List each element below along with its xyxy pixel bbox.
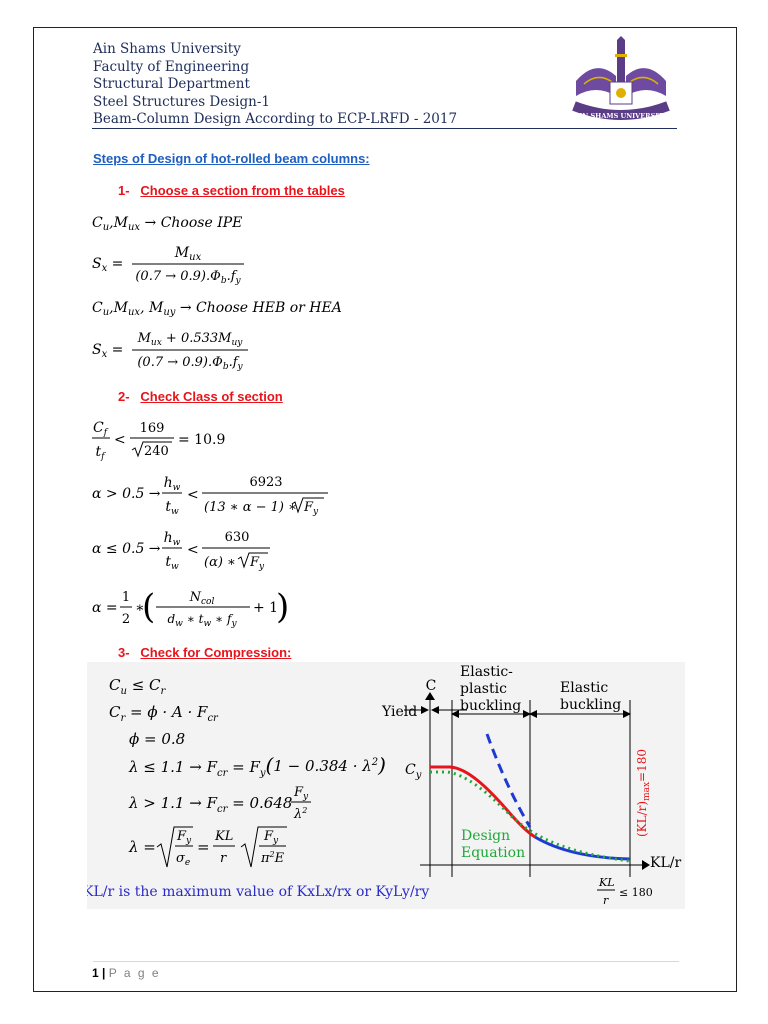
svg-text:Cf: $C_f$ bbox=[92, 420, 108, 438]
main-heading: Steps of Design of hot-rolled beam columns: bbox=[93, 151, 370, 166]
svg-text:hw: $h_w$ bbox=[163, 475, 181, 493]
equation-alpha-definition bbox=[92, 582, 292, 634]
header-department: Structural Department bbox=[93, 76, 250, 92]
label-design-equation: Design Equation bbox=[461, 828, 526, 861]
svg-text:<: < bbox=[187, 487, 199, 503]
svg-text:Cu,Mux, Muy → Choose HEB or HE: $C_u,M_{ux}$, $M_{uy}$ → Choose HEB or HEA bbox=[92, 300, 342, 318]
svg-text:r: r bbox=[220, 851, 227, 866]
svg-text:<: < bbox=[114, 432, 126, 448]
label-klr-max: $(KL/r)_{max}=180$ bbox=[635, 748, 652, 837]
svg-text:Mux: $M_{ux}$ bbox=[174, 245, 202, 263]
svg-text:Fy: $F_y$ bbox=[264, 829, 279, 846]
svg-text:tw: $t_w$ bbox=[165, 499, 179, 517]
svg-text:Cu,Mux → Choose IPE: $C_u,M_{ux}$ → Choose IPE bbox=[92, 215, 243, 233]
step-2-title: Check Class of section bbox=[140, 389, 283, 404]
svg-text:Ncol: $N_{col}$ bbox=[189, 590, 215, 607]
svg-text:C: C bbox=[425, 678, 437, 694]
logo-caption: AIN SHAMS UNIVERSITY bbox=[574, 112, 668, 120]
svg-text:(13 ∗ α − 1) ∗: (13 ∗ α − 1) ∗ bbox=[204, 500, 297, 515]
equation-choose-ipe bbox=[92, 210, 352, 234]
svg-text:(: ( bbox=[142, 587, 156, 627]
svg-text:Fy: $F_y$ bbox=[294, 785, 309, 802]
figure-footnote: KL/r is the maximum value of KxLx/rx or KyLy/ry bbox=[87, 884, 430, 900]
design-curve-red bbox=[430, 767, 535, 837]
svg-text:Cy: $C_y$ bbox=[405, 762, 422, 781]
svg-text:π2E: $\pi^2E$ bbox=[261, 850, 285, 866]
label-elastic: Elastic buckling bbox=[560, 680, 622, 713]
design-curve-blue bbox=[535, 837, 630, 859]
svg-text:Sx =: $S_x$ = bbox=[92, 256, 124, 274]
footer-separator: | bbox=[102, 966, 106, 980]
svg-text:169: 169 bbox=[139, 421, 165, 436]
step-1-title: Choose a section from the tables bbox=[140, 183, 345, 198]
svg-text:hw: $h_w$ bbox=[163, 530, 181, 548]
compression-figure bbox=[87, 662, 685, 909]
svg-text:α > 0.5 →: α > 0.5 → bbox=[92, 486, 161, 502]
klr-limit: ≤ 180 bbox=[619, 886, 653, 899]
step-3-title: Check for Compression: bbox=[140, 645, 292, 660]
svg-text:λ ≤ 1.1 → Fcr = Fy(1 − 0.384 ·: $\lambda \le 1.1 \to F_{cr} = F_y(1 - 0.384 \cdot \lambda^2)$ bbox=[129, 753, 386, 779]
step-2-number: 2- bbox=[118, 389, 130, 404]
page-number: 1 bbox=[92, 966, 99, 980]
svg-text:tf: $t_f$ bbox=[95, 444, 105, 462]
compression-equations bbox=[109, 676, 386, 868]
svg-text:∗: ∗ bbox=[135, 600, 145, 616]
university-logo bbox=[566, 36, 676, 128]
svg-text:240: 240 bbox=[144, 444, 169, 459]
svg-text:=: = bbox=[197, 838, 210, 856]
header-topic: Beam-Column Design According to ECP-LRFD - 2017 bbox=[93, 111, 458, 127]
equation-flange-ratio bbox=[92, 414, 292, 464]
svg-text:Fy: $F_y$ bbox=[177, 829, 192, 846]
step-2-heading bbox=[118, 389, 283, 404]
step-1-number: 1- bbox=[118, 183, 130, 198]
svg-text:ϕ = 0.8: ϕ = 0.8 bbox=[129, 730, 186, 748]
svg-text:): ) bbox=[276, 587, 290, 627]
step-3-heading bbox=[118, 645, 291, 660]
svg-text:tw: $t_w$ bbox=[165, 554, 179, 572]
step-1-heading bbox=[118, 183, 345, 198]
svg-text:r: r bbox=[603, 894, 609, 907]
svg-text:Cu ≤ Cr: $C_u \le C_r$ bbox=[109, 676, 166, 697]
svg-text:Fy: $F_y$ bbox=[250, 555, 265, 572]
footer-rule bbox=[93, 961, 679, 962]
step-3-number: 3- bbox=[118, 645, 130, 660]
label-elastic-plastic: Elastic-plastic buckling bbox=[460, 664, 522, 714]
svg-text:KL: KL bbox=[215, 829, 234, 844]
svg-text:Fy: $F_y$ bbox=[304, 500, 319, 517]
svg-text:= 10.9: = 10.9 bbox=[178, 432, 226, 448]
svg-text:λ2: $\lambda^2$ bbox=[294, 806, 308, 822]
header-course: Steel Structures Design-1 bbox=[93, 93, 270, 110]
equation-web-alpha-le bbox=[92, 525, 312, 575]
svg-text:λ =: λ = bbox=[129, 838, 156, 856]
svg-text:(α) ∗: (α) ∗ bbox=[204, 555, 236, 570]
buckling-chart bbox=[381, 664, 681, 877]
svg-text:(0.7 → 0.9).Φb.fy: $(0.7 \to 0.9).\Phi_b.f_y$ bbox=[135, 269, 241, 286]
svg-text:Sx =: $S_x$ = bbox=[92, 342, 124, 360]
svg-text:<: < bbox=[187, 542, 199, 558]
svg-text:Mux + 0.533Muy: $M_{ux} + 0.533M_{uy}$ bbox=[137, 331, 243, 348]
svg-text:Cr = ϕ · A · Fcr: $C_r = \phi \cdot A \cdot F_{cr}$ bbox=[109, 703, 218, 724]
equation-sx-uniaxial bbox=[92, 240, 292, 286]
document-header bbox=[93, 41, 457, 129]
svg-text:KL: KL bbox=[599, 876, 615, 889]
equation-sx-biaxial bbox=[92, 324, 312, 372]
label-x-axis: KL/r bbox=[650, 855, 682, 871]
equation-choose-heb bbox=[92, 295, 392, 319]
svg-text:α =: α = bbox=[92, 600, 118, 616]
svg-text:+ 1: + 1 bbox=[253, 600, 279, 616]
page-label: P a g e bbox=[108, 966, 161, 980]
svg-text:1: 1 bbox=[121, 590, 131, 605]
label-yield: Yield bbox=[382, 704, 418, 720]
svg-text:6923: 6923 bbox=[249, 475, 283, 490]
header-faculty: Faculty of Engineering bbox=[93, 58, 250, 75]
svg-text:dw ∗ tw ∗ fy: $d_w$ ∗ $t_w$ ∗ $f_y$ bbox=[167, 612, 237, 629]
svg-text:λ > 1.1 → Fcr = 0.648: $\lambda > 1.1 \to F_{cr} = 0.648$ bbox=[129, 794, 293, 815]
svg-text:630: 630 bbox=[224, 530, 250, 545]
page-footer bbox=[92, 966, 161, 980]
svg-text:2: 2 bbox=[121, 612, 131, 627]
svg-text:α ≤ 0.5 →: α ≤ 0.5 → bbox=[92, 541, 161, 557]
equation-web-alpha-gt bbox=[92, 470, 352, 520]
svg-text:σe: $\sigma_e$ bbox=[176, 851, 191, 868]
compression-figure-svg bbox=[87, 662, 685, 909]
svg-text:(0.7 → 0.9).Φb.fy: $(0.7 \to 0.9).\Phi_b.f_y$ bbox=[137, 355, 243, 372]
header-rule bbox=[92, 128, 677, 129]
header-university: Ain Shams University bbox=[93, 41, 241, 57]
